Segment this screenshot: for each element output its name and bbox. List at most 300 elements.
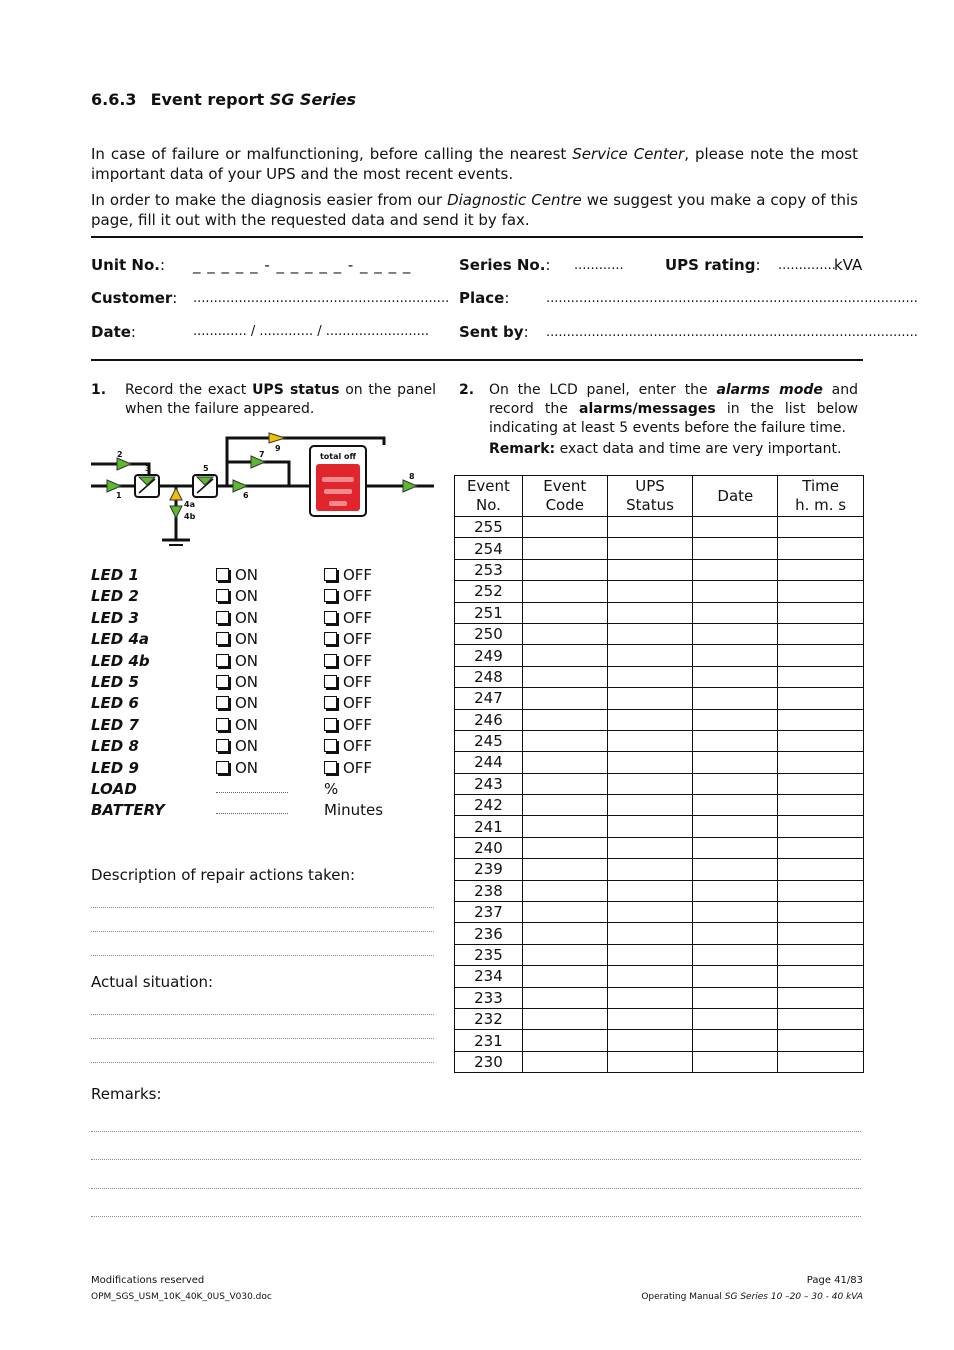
event-code-cell[interactable] <box>522 987 607 1008</box>
remarks-line[interactable] <box>91 1188 861 1189</box>
time-cell[interactable] <box>778 538 864 559</box>
led-on-checkbox[interactable] <box>216 609 258 627</box>
ups-status-cell[interactable] <box>607 709 693 730</box>
led-on-checkbox[interactable] <box>216 737 258 755</box>
time-cell[interactable] <box>778 752 864 773</box>
led-off-checkbox[interactable] <box>324 737 372 755</box>
event-code-cell[interactable] <box>522 709 607 730</box>
led-name: LED 4b <box>91 651 150 670</box>
date-cell[interactable] <box>693 923 778 944</box>
ups-status-cell[interactable] <box>607 752 693 773</box>
table-row <box>455 987 864 1008</box>
led-on-checkbox[interactable] <box>216 716 258 734</box>
ups-status-cell[interactable] <box>607 923 693 944</box>
column-header-line: Date <box>717 486 754 505</box>
led-off-checkbox[interactable] <box>324 652 372 670</box>
event-number-cell: 246 <box>455 709 523 730</box>
led-on-label: ON <box>235 758 259 777</box>
checkbox-icon <box>324 718 337 731</box>
ups-status-cell[interactable] <box>607 688 693 709</box>
checkbox-icon <box>324 611 337 624</box>
battery-unit: Minutes <box>324 801 384 819</box>
checkbox-icon <box>216 611 229 624</box>
repair-line[interactable] <box>91 931 434 932</box>
event-code-cell[interactable] <box>522 645 607 666</box>
ups-mimic-diagram <box>89 430 439 555</box>
table-row <box>455 581 864 602</box>
load-row <box>91 780 436 801</box>
table-row <box>455 816 864 837</box>
time-cell[interactable] <box>778 966 864 987</box>
led-2-icon <box>117 458 131 470</box>
unit-label: Unit No.: <box>91 256 166 274</box>
led-name: LED 8 <box>91 737 139 756</box>
event-number-cell: 236 <box>455 923 523 944</box>
repair-line[interactable] <box>91 907 434 908</box>
ups-status-cell[interactable] <box>607 1030 693 1051</box>
column-header-line: Event <box>543 477 587 495</box>
checkbox-icon <box>216 632 229 645</box>
led-off-checkbox[interactable] <box>324 566 372 584</box>
table-row <box>455 730 864 751</box>
intro-run: , please note the most important data of your UPS and the most recent events. <box>91 145 858 183</box>
step2-text: On the LCD panel, enter the alarms mode and record the alarms/messages in the list below indicating at least 5 events before the failure time. <box>489 382 858 436</box>
table-row <box>455 538 864 559</box>
event-number-cell: 237 <box>455 902 523 923</box>
column-header-line: Status <box>626 496 674 514</box>
diagram-led-label: 9 <box>275 444 281 453</box>
event-number-cell: 255 <box>455 517 523 538</box>
date-cell[interactable] <box>693 1051 778 1072</box>
led-off-label: OFF <box>343 737 373 756</box>
event-code-cell[interactable] <box>522 730 607 751</box>
ups-status-cell[interactable] <box>607 645 693 666</box>
footer-modifications: Modifications reserved <box>91 1275 205 1286</box>
event-code-cell[interactable] <box>522 688 607 709</box>
time-cell[interactable] <box>778 709 864 730</box>
form-bottom-rule <box>91 359 863 361</box>
led-row <box>91 652 436 673</box>
date-cell[interactable] <box>693 688 778 709</box>
led-row <box>91 673 436 694</box>
event-code-cell[interactable] <box>522 966 607 987</box>
ups-status-cell[interactable] <box>607 517 693 538</box>
table-row <box>455 645 864 666</box>
section-title <box>91 90 356 109</box>
event-code-cell[interactable] <box>522 602 607 623</box>
actual-situation-line[interactable] <box>91 1062 434 1063</box>
checkbox-icon <box>324 589 337 602</box>
total-off-label: total off <box>319 452 357 461</box>
time-cell[interactable] <box>778 1008 864 1029</box>
led-on-checkbox[interactable] <box>216 652 258 670</box>
event-number-cell: 245 <box>455 730 523 751</box>
led-off-label: OFF <box>343 587 373 606</box>
led-4a-icon <box>170 488 182 500</box>
led-name: LED 3 <box>91 608 139 627</box>
table-row <box>455 1051 864 1072</box>
remarks-line[interactable] <box>91 1131 861 1132</box>
date-cell[interactable] <box>693 795 778 816</box>
event-code-cell[interactable] <box>522 944 607 965</box>
ups-status-cell[interactable] <box>607 559 693 580</box>
event-code-cell[interactable] <box>522 559 607 580</box>
led-name: LED 7 <box>91 715 139 734</box>
led-on-checkbox[interactable] <box>216 630 258 648</box>
table-row <box>455 837 864 858</box>
table-row <box>455 859 864 880</box>
series-label: Series No.: <box>459 256 551 274</box>
ups-status-cell[interactable] <box>607 581 693 602</box>
event-code-cell[interactable] <box>522 880 607 901</box>
series-field[interactable]: ............ <box>574 258 624 273</box>
led-name: LED 4a <box>91 630 150 649</box>
event-number-cell: 244 <box>455 752 523 773</box>
battery-label: BATTERY <box>91 801 165 819</box>
ups-status-cell[interactable] <box>607 880 693 901</box>
event-table-column-header <box>522 476 607 517</box>
place-field[interactable]: .......................................................................................... <box>546 291 918 306</box>
event-table-column-header <box>607 476 693 517</box>
led-off-label: OFF <box>343 651 373 670</box>
table-row <box>455 602 864 623</box>
table-row <box>455 1030 864 1051</box>
intro-run: we suggest you make a copy of this page, fill it out with the requested data and send it by fax. <box>91 191 858 229</box>
event-number-cell: 232 <box>455 1008 523 1029</box>
time-cell[interactable] <box>778 730 864 751</box>
step1-number: 1. <box>91 382 107 398</box>
time-cell[interactable] <box>778 602 864 623</box>
date-cell[interactable] <box>693 666 778 687</box>
led-on-label: ON <box>235 608 259 627</box>
sent-field[interactable]: .......................................................................................... <box>546 325 918 340</box>
table-row <box>455 923 864 944</box>
checkbox-icon <box>324 739 337 752</box>
date-cell[interactable] <box>693 837 778 858</box>
time-cell[interactable] <box>778 581 864 602</box>
table-row <box>455 623 864 644</box>
time-cell[interactable] <box>778 1051 864 1072</box>
event-code-cell[interactable] <box>522 1030 607 1051</box>
repair-label: Description of repair actions taken: <box>91 866 356 884</box>
event-code-cell[interactable] <box>522 666 607 687</box>
table-row <box>455 795 864 816</box>
event-code-cell[interactable] <box>522 837 607 858</box>
checkbox-icon <box>324 654 337 667</box>
event-number-cell: 242 <box>455 795 523 816</box>
event-table <box>454 475 864 1073</box>
date-cell[interactable] <box>693 987 778 1008</box>
step1-text: Record the exact UPS status on the panel when the failure appeared. <box>125 382 436 417</box>
led-row <box>91 587 436 608</box>
date-cell[interactable] <box>693 859 778 880</box>
event-code-cell[interactable] <box>522 752 607 773</box>
time-cell[interactable] <box>778 944 864 965</box>
date-cell[interactable] <box>693 902 778 923</box>
led-on-label: ON <box>235 566 259 584</box>
form-top-rule <box>91 236 863 238</box>
ups-status-cell[interactable] <box>607 859 693 880</box>
date-cell[interactable] <box>693 773 778 794</box>
led-off-checkbox[interactable] <box>324 630 372 648</box>
unit-field[interactable]: _ _ _ _ _ - _ _ _ _ _ - _ _ _ _ <box>193 256 412 274</box>
led-on-label: ON <box>235 737 259 756</box>
led-off-checkbox[interactable] <box>324 716 372 734</box>
time-cell[interactable] <box>778 517 864 538</box>
event-table-column-header <box>693 476 778 517</box>
ups-status-cell[interactable] <box>607 966 693 987</box>
table-row <box>455 944 864 965</box>
event-number-cell: 233 <box>455 987 523 1008</box>
diagram-led-label: 5 <box>203 464 209 473</box>
step2-number: 2. <box>459 382 475 398</box>
table-row <box>455 688 864 709</box>
table-row <box>455 880 864 901</box>
ups-status-cell[interactable] <box>607 795 693 816</box>
event-number-cell: 230 <box>455 1051 523 1072</box>
section-title-series: SG Series <box>269 90 357 109</box>
date-cell[interactable] <box>693 880 778 901</box>
actual-situation-line[interactable] <box>91 1014 434 1015</box>
time-cell[interactable] <box>778 902 864 923</box>
date-cell[interactable] <box>693 623 778 644</box>
ups-status-cell[interactable] <box>607 773 693 794</box>
event-code-cell[interactable] <box>522 538 607 559</box>
checkbox-icon <box>324 761 337 774</box>
date-cell[interactable] <box>693 709 778 730</box>
diagram-led-label: 4b <box>184 512 196 521</box>
led-off-label: OFF <box>343 608 373 627</box>
time-cell[interactable] <box>778 923 864 944</box>
battery-row <box>91 801 436 822</box>
time-cell[interactable] <box>778 880 864 901</box>
date-cell[interactable] <box>693 730 778 751</box>
date-cell[interactable] <box>693 752 778 773</box>
event-number-cell: 247 <box>455 688 523 709</box>
customer-field[interactable]: .............................................................. <box>193 291 450 306</box>
checkbox-icon <box>324 568 337 581</box>
led-row <box>91 737 436 758</box>
event-number-cell: 241 <box>455 816 523 837</box>
led-on-checkbox[interactable] <box>216 673 258 691</box>
ups-status-cell[interactable] <box>607 623 693 644</box>
table-row <box>455 517 864 538</box>
event-number-cell: 240 <box>455 837 523 858</box>
time-cell[interactable] <box>778 773 864 794</box>
checkbox-icon <box>324 696 337 709</box>
event-code-cell[interactable] <box>522 795 607 816</box>
footer-filename: OPM_SGS_USM_10K_40K_0US_V030.doc <box>91 1292 272 1302</box>
footer-page-number: Page 41/83 <box>806 1275 863 1286</box>
led-4b-icon <box>170 506 182 518</box>
ups-status-cell[interactable] <box>607 538 693 559</box>
table-row <box>455 902 864 923</box>
date-cell[interactable] <box>693 602 778 623</box>
event-code-cell[interactable] <box>522 923 607 944</box>
date-cell[interactable] <box>693 559 778 580</box>
led-on-label: ON <box>235 651 259 670</box>
step2-remark: Remark: exact data and time are very important. <box>489 441 842 457</box>
repair-line[interactable] <box>91 955 434 956</box>
diagram-led-label: 2 <box>117 450 123 459</box>
diagram-led-label: 3 <box>145 464 151 473</box>
ups-status-cell[interactable] <box>607 944 693 965</box>
date-cell[interactable] <box>693 816 778 837</box>
event-number-cell: 249 <box>455 645 523 666</box>
diagram-led-label: 7 <box>259 450 265 459</box>
column-header-line: UPS <box>635 477 665 495</box>
event-code-cell[interactable] <box>522 902 607 923</box>
led-on-label: ON <box>235 587 259 606</box>
time-cell[interactable] <box>778 816 864 837</box>
load-unit: % <box>324 780 339 798</box>
ups-status-cell[interactable] <box>607 666 693 687</box>
event-number-cell: 248 <box>455 666 523 687</box>
led-row <box>91 630 436 651</box>
led-off-label: OFF <box>343 673 373 691</box>
time-cell[interactable] <box>778 987 864 1008</box>
time-cell[interactable] <box>778 1030 864 1051</box>
event-number-cell: 234 <box>455 966 523 987</box>
led-row <box>91 716 436 737</box>
led-on-checkbox[interactable] <box>216 587 258 605</box>
led-off-label: OFF <box>343 630 373 649</box>
led-name: LED 2 <box>91 587 139 606</box>
event-number-cell: 235 <box>455 944 523 965</box>
rating-unit: kVA <box>834 256 863 274</box>
checkbox-icon <box>216 761 229 774</box>
led-off-checkbox[interactable] <box>324 587 372 605</box>
battery-field[interactable] <box>216 813 288 814</box>
led-row <box>91 566 436 587</box>
date-cell[interactable] <box>693 966 778 987</box>
table-row <box>455 666 864 687</box>
ups-status-cell[interactable] <box>607 602 693 623</box>
checkbox-icon <box>324 675 337 688</box>
led-off-checkbox[interactable] <box>324 673 372 691</box>
intro-run: Diagnostic Centre <box>447 191 582 209</box>
time-cell[interactable] <box>778 837 864 858</box>
actual-situation-line[interactable] <box>91 1038 434 1039</box>
table-row <box>455 559 864 580</box>
intro-paragraph-1 <box>91 144 858 184</box>
led-off-label: OFF <box>343 715 373 734</box>
led-on-checkbox[interactable] <box>216 759 258 777</box>
event-code-cell[interactable] <box>522 581 607 602</box>
load-label: LOAD <box>91 780 137 798</box>
led-on-checkbox[interactable] <box>216 694 258 712</box>
ups-status-cell[interactable] <box>607 1008 693 1029</box>
event-code-cell[interactable] <box>522 623 607 644</box>
event-number-cell: 254 <box>455 538 523 559</box>
event-code-cell[interactable] <box>522 517 607 538</box>
event-code-cell[interactable] <box>522 1051 607 1072</box>
date-cell[interactable] <box>693 1008 778 1029</box>
time-cell[interactable] <box>778 623 864 644</box>
event-code-cell[interactable] <box>522 773 607 794</box>
checkbox-icon <box>216 718 229 731</box>
date-cell[interactable] <box>693 944 778 965</box>
time-cell[interactable] <box>778 859 864 880</box>
date-cell[interactable] <box>693 645 778 666</box>
checkbox-icon <box>216 589 229 602</box>
led-off-label: OFF <box>343 566 373 584</box>
diagram-led-label: 1 <box>116 491 122 500</box>
date-field[interactable]: ............. / ............. / ......................... <box>193 324 430 339</box>
remarks-line[interactable] <box>91 1216 861 1217</box>
time-cell[interactable] <box>778 688 864 709</box>
rating-field[interactable]: .............. <box>778 258 836 273</box>
column-header-line: No. <box>475 496 501 514</box>
event-code-cell[interactable] <box>522 816 607 837</box>
intro-run: In case of failure or malfunctioning, before calling the nearest <box>91 145 573 163</box>
led-off-checkbox[interactable] <box>324 759 372 777</box>
time-cell[interactable] <box>778 645 864 666</box>
event-number-cell: 231 <box>455 1030 523 1051</box>
event-number-cell: 252 <box>455 581 523 602</box>
actual-situation-label: Actual situation: <box>91 973 214 991</box>
time-cell[interactable] <box>778 666 864 687</box>
remarks-line[interactable] <box>91 1159 861 1160</box>
table-row <box>455 966 864 987</box>
event-number-cell: 250 <box>455 623 523 644</box>
ups-status-cell[interactable] <box>607 730 693 751</box>
table-row <box>455 752 864 773</box>
led-off-label: OFF <box>343 758 373 777</box>
rating-label: UPS rating: <box>665 256 761 274</box>
column-header-line: h. m. s <box>795 496 847 514</box>
led-on-label: ON <box>235 694 259 713</box>
time-cell[interactable] <box>778 559 864 580</box>
event-table-header <box>455 476 864 517</box>
ups-status-cell[interactable] <box>607 1051 693 1072</box>
date-cell[interactable] <box>693 581 778 602</box>
place-label: Place: <box>459 289 510 307</box>
event-table-column-header <box>778 476 864 517</box>
led-on-label: ON <box>235 630 259 649</box>
led-off-checkbox[interactable] <box>324 694 372 712</box>
event-number-cell: 243 <box>455 773 523 794</box>
event-number-cell: 239 <box>455 859 523 880</box>
led-on-checkbox[interactable] <box>216 566 258 584</box>
time-cell[interactable] <box>778 795 864 816</box>
ups-status-cell[interactable] <box>607 987 693 1008</box>
event-code-cell[interactable] <box>522 859 607 880</box>
ups-status-cell[interactable] <box>607 902 693 923</box>
intro-run: Service Center <box>572 145 685 163</box>
event-table-column-header <box>455 476 523 517</box>
section-number: 6.6.3 <box>91 90 137 109</box>
checkbox-icon <box>324 632 337 645</box>
checkbox-icon <box>216 696 229 709</box>
event-code-cell[interactable] <box>522 1008 607 1029</box>
date-cell[interactable] <box>693 1030 778 1051</box>
date-cell[interactable] <box>693 517 778 538</box>
led-row <box>91 759 436 780</box>
date-cell[interactable] <box>693 538 778 559</box>
diagram-led-label: 4a <box>184 500 195 509</box>
led-on-label: ON <box>235 715 259 734</box>
event-number-cell: 253 <box>455 559 523 580</box>
checkbox-icon <box>216 739 229 752</box>
diagram-led-label: 8 <box>409 472 415 481</box>
ups-status-cell[interactable] <box>607 837 693 858</box>
load-field[interactable] <box>216 792 288 793</box>
ups-status-cell[interactable] <box>607 816 693 837</box>
remarks-label: Remarks: <box>91 1085 162 1103</box>
led-off-checkbox[interactable] <box>324 609 372 627</box>
diagram-labels <box>116 444 415 521</box>
